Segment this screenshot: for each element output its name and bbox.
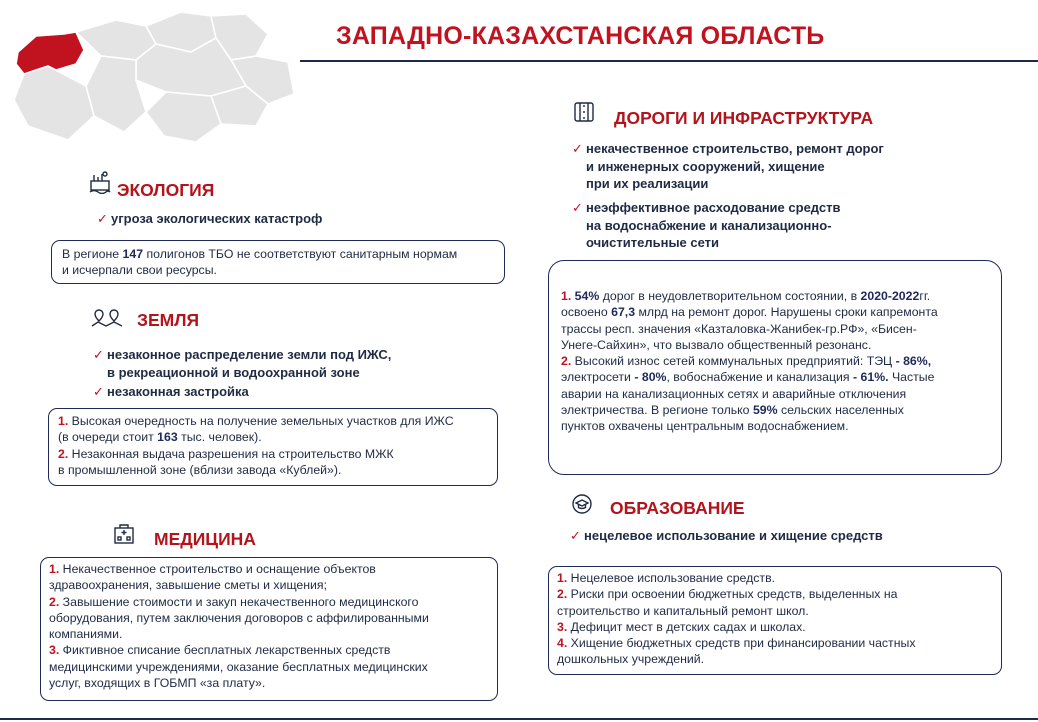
page-title: ЗАПАДНО-КАЗАХСТАНСКАЯ ОБЛАСТЬ — [336, 22, 825, 50]
land-bullet-2: ✓ незаконная застройка — [93, 384, 249, 399]
map-region-west — [14, 66, 94, 140]
ecology-title: ЭКОЛОГИЯ — [117, 180, 215, 200]
ecology-bullet: ✓ угроза экологических катастроф — [97, 211, 323, 226]
land-plot-icon — [90, 306, 124, 330]
roads-bullet-1: ✓ некачественное строительство, ремонт дорог и инженерных сооружений, хищение при их реализации — [572, 141, 884, 191]
road-infrastructure-icon — [572, 100, 596, 124]
map-region-south — [146, 92, 221, 142]
land-bullet-1: ✓ незаконное распределение земли под ИЖС, в рекреационной и водоохранной зоне — [93, 347, 392, 380]
medicine-title: МЕДИЦИНА — [154, 529, 256, 549]
land-title: ЗЕМЛЯ — [137, 310, 200, 330]
roads-bullet-2: ✓ неэффективное расходование средств на водоснабжение и канализационно- очистительные сети — [572, 200, 841, 250]
ecology-info-box: В регионе 147 полигонов ТБО не соответствуют санитарным нормам и исчерпали свои ресурсы. — [51, 240, 505, 284]
title-divider — [300, 60, 1038, 62]
roads-title: ДОРОГИ И ИНФРАСТРУКТУРА — [614, 108, 874, 128]
land-info-box: 1. Высокая очередность на получение земельных участков для ИЖС (в очереди стоит 163 тыс. человек). 2. Незаконная выдача разрешения на строительство МЖК в промышленной зоне (вблизи завода «Кублей»). — [48, 408, 498, 486]
education-bullet: ✓ нецелевое использование и хищение средств — [570, 528, 883, 543]
education-title: ОБРАЗОВАНИЕ — [610, 498, 745, 518]
check-icon: ✓ — [572, 200, 583, 215]
check-icon: ✓ — [93, 347, 104, 362]
factory-pollution-icon — [88, 170, 112, 194]
hospital-icon — [112, 522, 136, 546]
medicine-info-box: 1. Некачественное строительство и оснащение объектов здравоохранения, завышение сметы и хищения; 2. Завышение стоимости и закуп некачественного медицинского оборудования, путем заключения договоров с аффилированными компаниями. 3. Фиктивное списание бесплатных лекарственных средств медицинскими учреждениями, оказание бесплатных медицинских услуг, входящих в ГОБМП «за плату». — [40, 557, 498, 701]
check-icon: ✓ — [570, 528, 581, 543]
roads-info-box: 1. 54% дорог в неудовлетворительном состоянии, в 2020-2022гг. освоено 67,3 млрд на ремонт дорог. Нарушены сроки капремонта трассы респ. значения «Казталовка-Жанибек-гр.РФ», «Бисен- Унеге-Сайхин», что вызвало общественный резонанс. 2. Высокий износ сетей коммунальных предприятий: ТЭЦ - 86%, электросети - 80%, вобоснабжение и канализация - 61%. Частые аварии на канализационных сетях и аварийные отключения электричества. В регионе только 59% сельских населенных пунктов охвачены центральным водоснабжением. — [548, 260, 1002, 475]
bottom-divider — [0, 718, 1038, 720]
check-icon: ✓ — [572, 141, 583, 156]
map-region-highlighted — [16, 32, 84, 74]
education-icon — [570, 492, 594, 516]
education-info-box: 1. Нецелевое использование средств. 2. Риски при освоении бюджетных средств, выделенных на строительство и капитальный ремонт школ. 3. Дефицит мест в детских садах и школах. 4. Хищение бюджетных средств при финансировании частных дошкольных учреждений. — [548, 566, 1002, 675]
check-icon: ✓ — [97, 211, 108, 226]
kazakhstan-map-icon — [6, 4, 296, 154]
check-icon: ✓ — [93, 384, 104, 399]
